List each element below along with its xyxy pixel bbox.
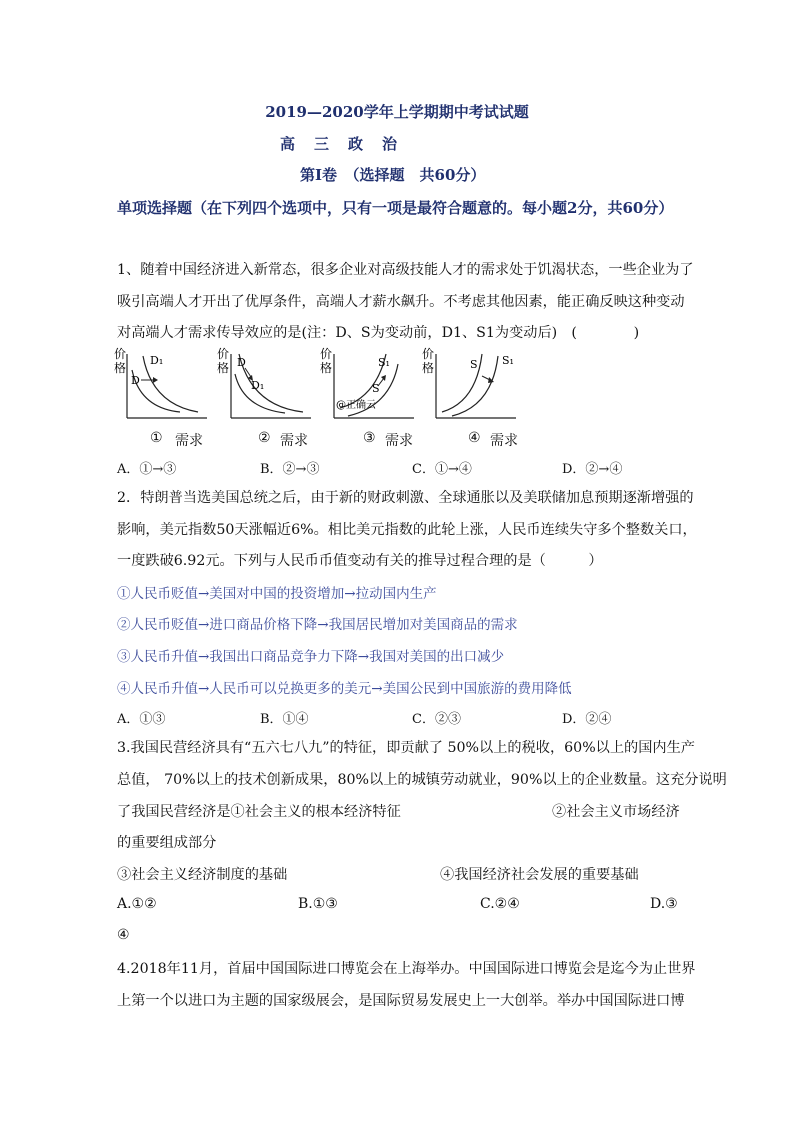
exam-title: 2019—2020学年上学期期中考试试题 bbox=[265, 103, 529, 121]
q1-line-3: 对高端人才需求传导效应的是(注：D、S为变动前，D1、S1为变动后) ( ) bbox=[117, 325, 640, 341]
q1-option-a[interactable]: A．①→③ bbox=[117, 462, 177, 477]
graph-2-number: ② bbox=[258, 430, 271, 446]
q4-line-2: 上第一个以进口为主题的国家级展会，是国际贸易发展史上一大创举。举办中国国际进口博 bbox=[117, 993, 685, 1009]
q3-option-c[interactable]: C.②④ bbox=[480, 896, 520, 912]
graph-1-d1-label: D₁ bbox=[150, 354, 164, 367]
graph-4-xlabel: 需求 bbox=[490, 433, 518, 449]
q2-option-d[interactable]: D．②④ bbox=[562, 712, 612, 727]
q2-option-a[interactable]: A．①③ bbox=[117, 712, 166, 727]
q3-line-3a: 了我国民营经济是①社会主义的根本经济特征 bbox=[117, 804, 401, 820]
graph-1-ylabel-top: 价 bbox=[114, 347, 127, 361]
q2-line-3: 一度跌破6.92元。下列与人民币币值变动有关的推导过程合理的是（ ） bbox=[117, 553, 603, 569]
graph-1-number: ① bbox=[150, 430, 163, 446]
exam-volume: 第Ⅰ卷 （选择题 共60分） bbox=[300, 166, 486, 184]
exam-subject: 高 三 政 治 bbox=[280, 135, 400, 153]
q2-option-c[interactable]: C．②③ bbox=[412, 712, 461, 727]
q4-line-1: 4.2018年11月，首届中国国际进口博览会在上海举办。中国国际进口博览会是迄今为止世界 bbox=[117, 961, 696, 977]
q3-line-2: 总值， 70%以上的技术创新成果，80%以上的城镇劳动就业，90%以上的企业数量。这充分说明 bbox=[117, 772, 727, 788]
q2-item-1: ①人民币贬值→美国对中国的投资增加→拉动国内生产 bbox=[117, 586, 437, 602]
graph-4-ylabel-top: 价 bbox=[422, 347, 435, 361]
graph-3-xlabel: 需求 bbox=[385, 433, 413, 449]
graph-3-s1-label: S₁ bbox=[378, 356, 390, 369]
q3-line-1: 3.我国民营经济具有“五六七八九”的特征，即贡献了 50%以上的税收，60%以上的国内生产 bbox=[117, 740, 695, 756]
graph-1-xlabel: 需求 bbox=[175, 433, 203, 449]
graph-3-s-label: S bbox=[372, 382, 380, 395]
q2-option-b[interactable]: B．①④ bbox=[260, 712, 309, 727]
graph-3-watermark: @正确云 bbox=[336, 400, 376, 411]
graph-3-number: ③ bbox=[363, 430, 376, 446]
graph-2-d-label: D bbox=[237, 356, 246, 369]
q1-option-b[interactable]: B．②→③ bbox=[260, 462, 320, 477]
q1-line-2: 吸引高端人才开出了优厚条件，高端人才薪水飙升。不考虑其他因素，能正确反映这种变动 bbox=[117, 294, 685, 310]
graph-2-ylabel-top: 价 bbox=[217, 347, 230, 361]
graph-4-s-label: S bbox=[470, 358, 478, 371]
graph-2-xlabel: 需求 bbox=[280, 433, 308, 449]
q3-line-3b: ②社会主义市场经济 bbox=[552, 804, 680, 820]
q1-option-c[interactable]: C．①→④ bbox=[412, 462, 472, 477]
q3-line-4: 的重要组成部分 bbox=[117, 835, 217, 851]
q1-option-d[interactable]: D．②→④ bbox=[562, 462, 623, 477]
q2-item-2: ②人民币贬值→进口商品价格下降→我国居民增加对美国商品的需求 bbox=[117, 617, 518, 633]
graph-4-number: ④ bbox=[468, 430, 481, 446]
q1-line-1: 1、随着中国经济进入新常态，很多企业对高级技能人才的需求处于饥渴状态，一些企业为了 bbox=[117, 262, 694, 278]
q3-option-a[interactable]: A.①② bbox=[117, 896, 157, 912]
graph-2-ylabel-bottom: 格 bbox=[217, 361, 230, 375]
q2-item-4: ④人民币升值→人民币可以兑换更多的美元→美国公民到中国旅游的费用降低 bbox=[117, 681, 572, 697]
section-instructions: 单项选择题（在下列四个选项中，只有一项是最符合题意的。每小题2分，共60分） bbox=[117, 199, 674, 217]
q3-option-b[interactable]: B.①③ bbox=[298, 896, 338, 912]
graph-4-s1-label: S₁ bbox=[502, 354, 514, 367]
graph-3-ylabel-top: 价 bbox=[320, 347, 333, 361]
graph-4-ylabel-bottom: 格 bbox=[422, 361, 435, 375]
graph-1-d-label: D bbox=[131, 374, 140, 387]
q2-line-1: 2．特朗普当选美国总统之后，由于新的财政刺激、全球通胀以及美联储加息预期逐渐增强的 bbox=[117, 490, 694, 506]
q2-item-3: ③人民币升值→我国出口商品竞争力下降→我国对美国的出口减少 bbox=[117, 649, 505, 665]
graph-2-d1-label: D₁ bbox=[251, 379, 265, 392]
graph-3-ylabel-bottom: 格 bbox=[320, 361, 333, 375]
q2-line-2: 影响，美元指数50天涨幅近6%。相比美元指数的此轮上涨，人民币连续失守多个整数关口， bbox=[117, 522, 697, 538]
graph-1-ylabel-bottom: 格 bbox=[114, 361, 127, 375]
q3-item-3: ③社会主义经济制度的基础 bbox=[117, 867, 288, 883]
q3-option-d-wrap: ④ bbox=[117, 927, 130, 943]
q3-option-d[interactable]: D.③ bbox=[650, 896, 678, 912]
q3-item-4: ④我国经济社会发展的重要基础 bbox=[440, 867, 639, 883]
